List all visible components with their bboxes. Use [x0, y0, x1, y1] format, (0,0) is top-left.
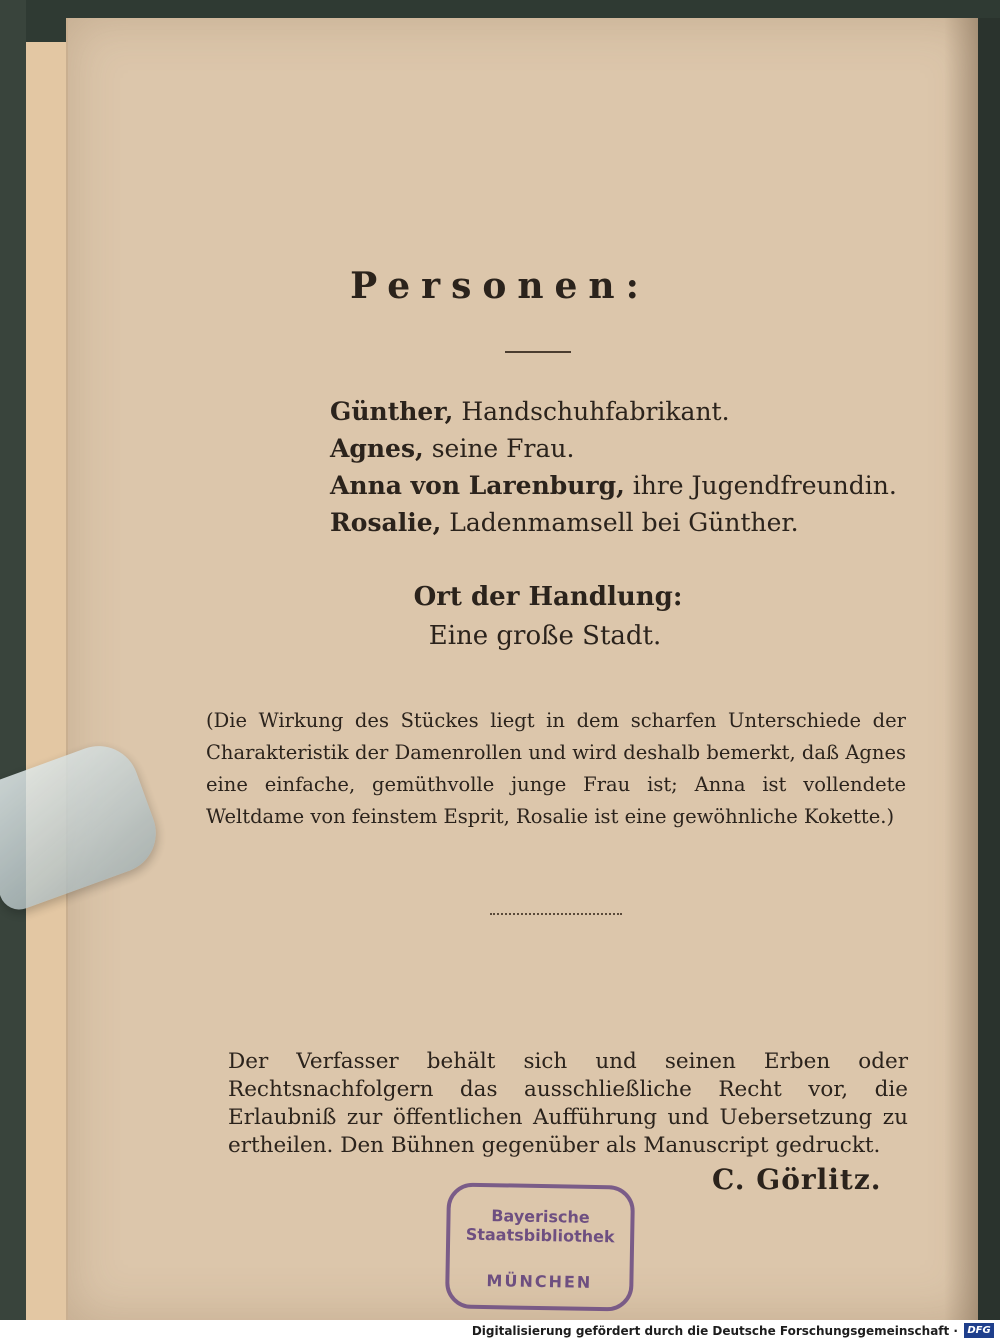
cast-item [330, 393, 890, 430]
scanner-edge [978, 18, 1000, 1320]
dotted-divider [490, 913, 622, 915]
stamp-text: Bayerische [491, 1206, 590, 1227]
dfg-logo-icon: DFG [964, 1323, 994, 1338]
cast-role: seine Frau. [431, 434, 575, 463]
stamp-text: Staatsbibliothek [465, 1224, 615, 1247]
footer-bar [0, 1320, 1000, 1342]
scanner-background [0, 0, 26, 1320]
setting-heading: Ort der Handlung: [413, 582, 683, 612]
funding-credit: Digitalisierung gefördert durch die Deutsche Forschungsgemeinschaft · [471, 1324, 958, 1338]
cast-name: Günther, [330, 397, 454, 426]
author-signature: C. Görlitz. [712, 1163, 882, 1196]
cast-role: Handschuhfabrikant. [461, 397, 730, 426]
page-title: Personen: [350, 265, 650, 307]
library-stamp [445, 1182, 635, 1311]
cast-role: Ladenmamsell bei Günther. [449, 508, 799, 537]
stamp-text: MÜNCHEN [486, 1271, 593, 1292]
title-divider [505, 351, 571, 353]
cast-role: ihre Jugendfreundin. [632, 471, 897, 500]
character-note: (Die Wirkung des Stückes liegt in dem scharfen Unterschiede der Charakteristik der Damenrollen und wird deshalb bemerkt, daß Agnes eine einfache, gemüthvolle junge Frau ist; Anna ist vollendete Weltdame von feinstem Esprit, Rosalie ist eine gewöhnliche Kokette.) [206, 709, 906, 828]
cast-name: Rosalie, [330, 508, 442, 537]
setting-value: Eine große Stadt. [428, 621, 662, 651]
page-gutter-shadow [944, 18, 980, 1320]
cast-item [330, 430, 890, 467]
cast-name: Anna von Larenburg, [330, 471, 625, 500]
cast-item [330, 467, 897, 504]
cast-list [330, 393, 897, 541]
cast-name: Agnes, [330, 434, 424, 463]
rights-notice: Der Verfasser behält sich und seinen Erben oder Rechtsnachfolgern das ausschließliche Recht vor, die Erlaubniß zur öffentlichen Aufführung und Uebersetzung zu ertheilen. Den Bühnen gegenüber als Manuscript gedruckt. [228, 1049, 908, 1158]
cast-item [330, 504, 890, 541]
